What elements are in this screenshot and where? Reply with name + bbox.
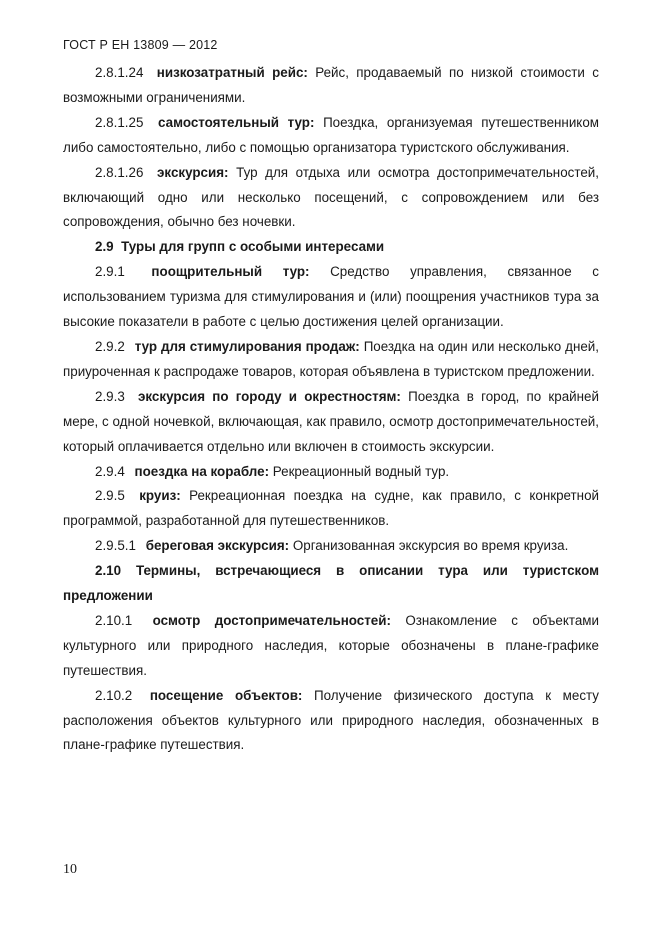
definition-text: Рейс, продаваемый по низкой стоимости с возможными ограничениями. bbox=[63, 65, 599, 105]
term: посещение объектов: bbox=[149, 687, 303, 703]
term: круиз: bbox=[139, 488, 181, 504]
definition-text: Организованная экскурсия во время круиза. bbox=[292, 538, 569, 554]
term: самостоятельный тур: bbox=[158, 114, 315, 130]
clause-number: 2.8.1.24 bbox=[95, 65, 144, 80]
document-header: ГОСТ Р ЕН 13809 — 2012 bbox=[63, 38, 218, 52]
definition-2-9-5 bbox=[63, 484, 599, 534]
clause-number: 2.8.1.26 bbox=[95, 164, 144, 180]
definition-2-9-2 bbox=[63, 335, 599, 385]
definition-2-9-5-1 bbox=[63, 534, 599, 559]
definition-2-10-1 bbox=[63, 609, 599, 684]
section-title: Туры для групп с особыми интересами bbox=[121, 239, 385, 255]
definition-text: Рекреационная поездка на судне, как правило, с конкретной программой, разработанной для путешественников. bbox=[63, 488, 599, 529]
definition-text: Поездка, организуемая путешественником либо самостоятельно, либо с помощью организатора туристского обслуживания. bbox=[63, 114, 599, 155]
clause-number: 2.9.1 bbox=[95, 264, 125, 280]
clause-number: 2.9.5.1 bbox=[95, 538, 136, 554]
clause-number: 2.9.2 bbox=[95, 338, 125, 354]
definition-2-10-2 bbox=[63, 684, 599, 759]
definition-text: Поездка в город, по крайней мере, с одной ночевкой, включающая, как правило, осмотр достопримечательностей, который оплачивается отдельно или включен в стоимость экскурсии. bbox=[63, 388, 599, 454]
section-heading-2-9 bbox=[63, 235, 599, 260]
document-body bbox=[63, 61, 599, 758]
clause-number: 2.9.5 bbox=[95, 488, 125, 504]
definition-2-9-1 bbox=[63, 260, 599, 335]
definition-text: Поездка на один или несколько дней, приуроченная к распродаже товаров, которая объявлена в туристском предложении. bbox=[63, 338, 599, 379]
term: осмотр достопримечательностей: bbox=[152, 612, 391, 628]
definition-text: Получение физического доступа к месту расположения объектов культурного или природного наследия, обозначенных в плане-графике путешествия. bbox=[63, 687, 599, 753]
section-title: Термины, встречающиеся в описании тура или туристском предложении bbox=[63, 563, 599, 604]
definition-2-9-3 bbox=[63, 385, 599, 460]
definition-text: Рекреационный водный тур. bbox=[272, 463, 450, 479]
clause-number: 2.8.1.25 bbox=[95, 114, 144, 130]
term: поездка на корабле: bbox=[134, 463, 270, 479]
term: экскурсия: bbox=[157, 164, 229, 180]
definition-text: Средство управления, связанное с использованием туризма для стимулирования и (или) поощрения участников тура за высокие показатели в работе с целью достижения целей организации. bbox=[63, 264, 599, 330]
definition-2-9-4 bbox=[63, 460, 599, 485]
definition-text: Тур для отдыха или осмотра достопримечательностей, включающий одно или несколько посещений, с сопровождением или без сопровождения, обычно без ночевки. bbox=[63, 164, 599, 230]
definition-2-8-1-25 bbox=[63, 111, 599, 161]
page-number: 10 bbox=[63, 862, 77, 877]
clause-number: 2.10.2 bbox=[95, 687, 133, 703]
term: поощрительный тур: bbox=[151, 264, 310, 280]
definition-2-8-1-24 bbox=[63, 61, 599, 111]
term: низкозатратный рейс: bbox=[156, 65, 308, 80]
clause-number: 2.10.1 bbox=[95, 612, 133, 628]
clause-number: 2.9.4 bbox=[95, 463, 125, 479]
section-number: 2.10 bbox=[95, 563, 122, 579]
definition-text: Ознакомление с объектами культурного или природного наследия, которые обозначены в плане-графике путешествия. bbox=[63, 612, 599, 678]
term: береговая экскурсия: bbox=[145, 538, 290, 554]
definition-2-8-1-26 bbox=[63, 161, 599, 236]
term: тур для стимулирования продаж: bbox=[134, 338, 360, 354]
section-heading-2-10 bbox=[63, 559, 599, 609]
term: экскурсия по городу и окрестностям: bbox=[138, 388, 401, 404]
section-number: 2.9 bbox=[95, 239, 114, 255]
clause-number: 2.9.3 bbox=[95, 388, 125, 404]
